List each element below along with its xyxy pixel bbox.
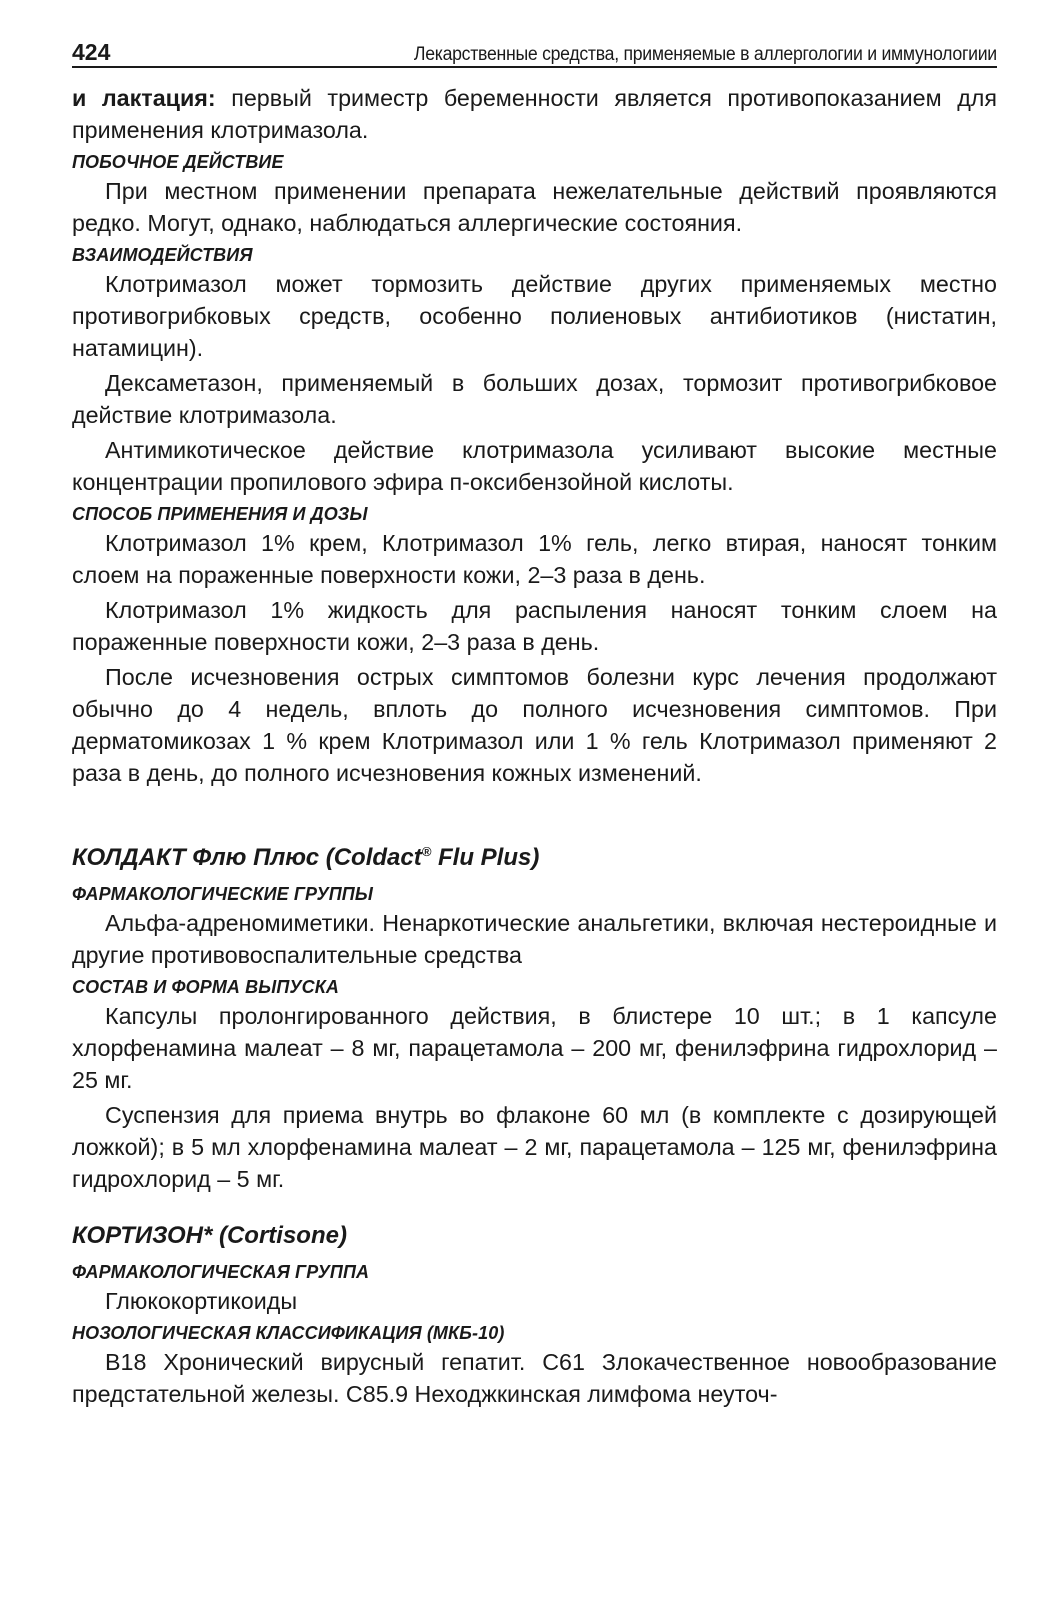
cortisone-icd-heading: НОЗОЛОГИЧЕСКАЯ КЛАССИФИКАЦИЯ (МКБ-10): [72, 1323, 505, 1343]
side-effects-paragraph: При местном применении препарата нежелательные действий проявляются редко. Могут, однако, наблюдаться аллергические состояния.: [72, 178, 997, 236]
intro-paragraph: [72, 82, 997, 146]
interactions-paragraph-3: Антимикотическое действие клотримазола усиливают высокие местные концентрации пропилового эфира п-оксибензойной кислоты.: [72, 437, 997, 495]
dosage-paragraph-3: После исчезновения острых симптомов болезни курс лечения продолжают обычно до 4 недель, вплоть до полного исчезновения симптомов. При дерматомикозах 1 % крем Клотримазол или 1 % гель Клотримазол применяют 2 раза в день, до полного исчезновения кожных изменений.: [72, 664, 997, 786]
coldact-title-main: КОЛДАКТ Флю Плюс (Coldact: [72, 844, 422, 871]
running-title: Лекарственные средства, применяемые в аллергологии и иммунологиии: [413, 44, 997, 65]
coldact-composition-paragraph-1: Капсулы пролонгированного действия, в блистере 10 шт.; в 1 капсуле хлорфенамина малеат – 8 мг, парацетамола – 200 мг, фенилэфрина гидрохлорид – 25 мг.: [72, 1003, 997, 1093]
interactions-heading: ВЗАИМОДЕЙСТВИЯ: [72, 245, 253, 265]
registered-mark: ®: [421, 844, 432, 859]
cortisone-title: КОРТИЗОН* (Cortisone): [72, 1222, 347, 1249]
page-header: [72, 30, 997, 68]
coldact-title-end: Flu Plus): [431, 844, 540, 871]
dosage-paragraph-1: Клотримазол 1% крем, Клотримазол 1% гель, легко втирая, наносят тонким слоем на пораженные поверхности кожи, 2–3 раза в день.: [72, 530, 997, 588]
dosage-paragraph-2: Клотримазол 1% жидкость для распыления наносят тонким слоем на пораженные поверхности кожи, 2–3 раза в день.: [72, 597, 997, 655]
side-effects-heading: ПОБОЧНОЕ ДЕЙСТВИЕ: [72, 152, 284, 172]
coldact-composition-heading: СОСТАВ И ФОРМА ВЫПУСКА: [72, 977, 340, 997]
page-content: [72, 82, 997, 1410]
intro-text: первый триместр беременности является противопоказанием для применения клотримазола.: [72, 85, 998, 143]
coldact-groups-paragraph: Альфа-адреномиметики. Ненаркотические анальгетики, включая нестероидные и другие противовоспалительные средства: [72, 910, 997, 968]
interactions-paragraph-1: Клотримазол может тормозить действие других применяемых местно противогрибковых средств, особенно полиеновых антибиотиков (нистатин, натамицин).: [72, 271, 997, 361]
book-page: [72, 30, 997, 1410]
coldact-groups-heading: ФАРМАКОЛОГИЧЕСКИЕ ГРУППЫ: [72, 884, 373, 904]
coldact-composition-paragraph-2: Суспензия для приема внутрь во флаконе 60 мл (в комплекте с дозирующей ложкой); в 5 мл хлорфенамина малеат – 2 мг, парацетамола – 125 мг, фенилэфрина гидрохлорид – 5 мг.: [72, 1102, 997, 1192]
intro-lead: и лактация:: [72, 85, 216, 111]
cortisone-group-heading: ФАРМАКОЛОГИЧЕСКАЯ ГРУППА: [72, 1262, 370, 1282]
coldact-title: [72, 837, 997, 873]
interactions-paragraph-2: Дексаметазон, применяемый в больших дозах, тормозит противогрибковое действие клотримазола.: [72, 370, 997, 428]
page-number: 424: [72, 39, 111, 65]
dosage-heading: СПОСОБ ПРИМЕНЕНИЯ И ДОЗЫ: [72, 504, 368, 524]
cortisone-icd-paragraph: B18 Хронический вирусный гепатит. C61 Злокачественное новообразование предстательной железы. C85.9 Неходжкинская лимфома неуточ-: [72, 1349, 997, 1407]
cortisone-group-paragraph: Глюкокортикоиды: [105, 1288, 298, 1314]
